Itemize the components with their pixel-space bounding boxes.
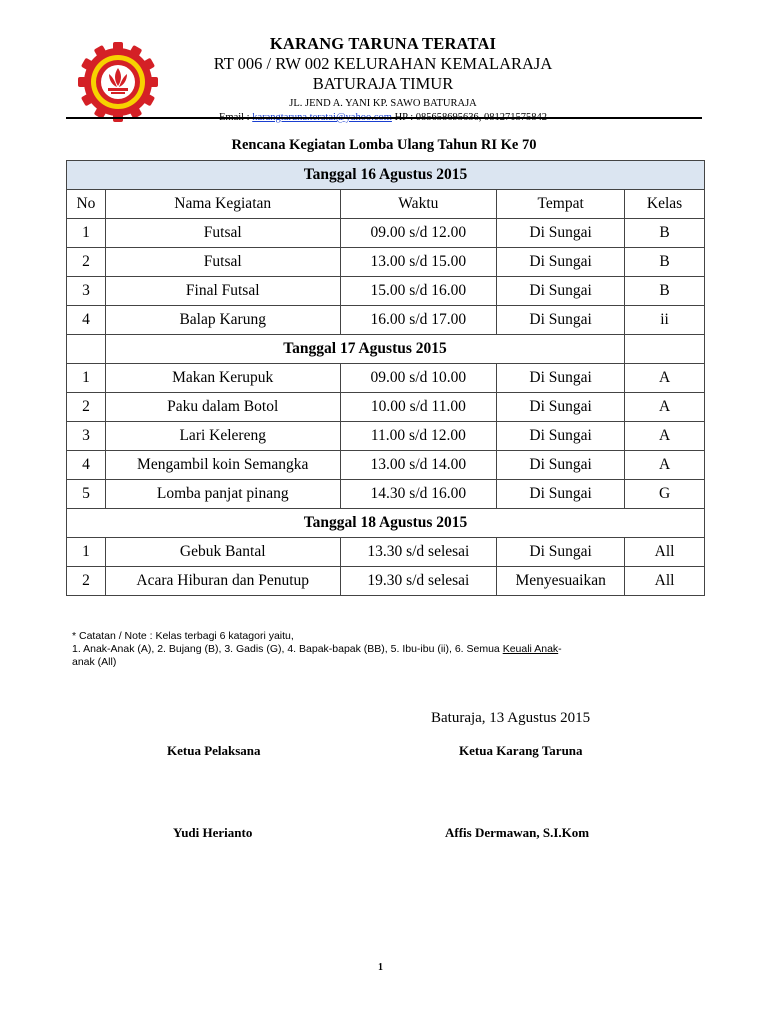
cell-no: 2 — [67, 567, 106, 596]
cell-activity: Mengambil koin Semangka — [105, 451, 340, 480]
document-title: Rencana Kegiatan Lomba Ulang Tahun RI Ke 70 — [231, 137, 537, 153]
cell-class: B — [625, 219, 705, 248]
note-line-2 — [72, 643, 692, 656]
note-underlined-text: Keuali Anak — [502, 643, 559, 655]
cell-activity: Acara Hiburan dan Penutup — [105, 567, 340, 596]
cell-class: B — [625, 248, 705, 277]
place-date: Baturaja, 13 Agustus 2015 — [431, 710, 591, 726]
schedule-table — [66, 160, 705, 596]
org-name: KARANG TARUNA TERATAI — [269, 34, 497, 53]
cell-no: 5 — [67, 480, 106, 509]
day-date: Tanggal 16 Agustus 2015 — [67, 161, 705, 190]
rt-rw-line: RT 006 / RW 002 KELURAHAN KEMALARAJA — [213, 54, 553, 73]
cell-activity: Makan Kerupuk — [105, 364, 340, 393]
cell-activity: Futsal — [105, 248, 340, 277]
cell-no: 2 — [67, 393, 106, 422]
left-signatory-role: Ketua Pelaksana — [167, 743, 261, 758]
right-signatory-role: Ketua Karang Taruna — [459, 743, 583, 758]
col-header-activity: Nama Kegiatan — [105, 190, 340, 219]
day-header-row — [67, 161, 705, 190]
table-row — [67, 451, 705, 480]
day-date: Tanggal 17 Agustus 2015 — [105, 335, 624, 364]
notes — [72, 630, 692, 669]
col-header-time: Waktu — [340, 190, 497, 219]
cell-activity: Lari Kelereng — [105, 422, 340, 451]
col-header-class: Kelas — [625, 190, 705, 219]
cell-time: 13.30 s/d selesai — [340, 538, 497, 567]
note-class-list: 1. Anak-Anak (A), 2. Bujang (B), 3. Gadis (G), 4. Bapak-bapak (BB), 5. Ibu-ibu (ii), 6. Semua — [72, 643, 503, 655]
cell-class: A — [625, 364, 705, 393]
cell-class: A — [625, 393, 705, 422]
table-row — [67, 567, 705, 596]
cell-no: 3 — [67, 277, 106, 306]
cell-activity: Lomba panjat pinang — [105, 480, 340, 509]
cell-place: Di Sungai — [497, 248, 625, 277]
cell-time: 13.00 s/d 15.00 — [340, 248, 497, 277]
cell-time: 11.00 s/d 12.00 — [340, 422, 497, 451]
left-signatory-name: Yudi Herianto — [173, 825, 253, 840]
cell-place: Di Sungai — [497, 393, 625, 422]
cell-time: 09.00 s/d 10.00 — [340, 364, 497, 393]
cell-no: 3 — [67, 422, 106, 451]
table-row — [67, 480, 705, 509]
cell-place: Di Sungai — [497, 451, 625, 480]
table-row — [67, 306, 705, 335]
cell-no: 1 — [67, 219, 106, 248]
cell-time: 16.00 s/d 17.00 — [340, 306, 497, 335]
cell-time: 19.30 s/d selesai — [340, 567, 497, 596]
table-row — [67, 538, 705, 567]
note-line-3: anak (All) — [72, 656, 117, 668]
cell-place: Di Sungai — [497, 277, 625, 306]
day-header-row — [67, 509, 705, 538]
day-date: Tanggal 18 Agustus 2015 — [67, 509, 705, 538]
cell-class: G — [625, 480, 705, 509]
cell-time: 15.00 s/d 16.00 — [340, 277, 497, 306]
table-row — [67, 219, 705, 248]
cell-time: 14.30 s/d 16.00 — [340, 480, 497, 509]
table-row — [67, 248, 705, 277]
cell-no: 4 — [67, 451, 106, 480]
cell-class: All — [625, 538, 705, 567]
district-line: BATURAJA TIMUR — [312, 74, 454, 93]
note-hyphen: - — [558, 643, 562, 655]
address-line: JL. JEND A. YANI KP. SAWO BATURAJA — [289, 98, 477, 109]
table-row — [67, 277, 705, 306]
empty-cell — [67, 335, 106, 364]
cell-activity: Gebuk Bantal — [105, 538, 340, 567]
cell-class: B — [625, 277, 705, 306]
table-row — [67, 422, 705, 451]
cell-activity: Balap Karung — [105, 306, 340, 335]
cell-activity: Futsal — [105, 219, 340, 248]
col-header-no: No — [67, 190, 106, 219]
cell-place: Di Sungai — [497, 219, 625, 248]
cell-place: Di Sungai — [497, 364, 625, 393]
cell-no: 2 — [67, 248, 106, 277]
cell-class: All — [625, 567, 705, 596]
cell-place: Menyesuaikan — [497, 567, 625, 596]
table-row — [67, 364, 705, 393]
cell-class: A — [625, 451, 705, 480]
cell-no: 4 — [67, 306, 106, 335]
karang-taruna-logo — [76, 40, 160, 124]
cell-place: Di Sungai — [497, 480, 625, 509]
cell-activity: Final Futsal — [105, 277, 340, 306]
cell-place: Di Sungai — [497, 306, 625, 335]
empty-cell — [625, 335, 705, 364]
day-header-row — [67, 335, 705, 364]
page-number: 1 — [378, 962, 383, 973]
cell-time: 13.00 s/d 14.00 — [340, 451, 497, 480]
right-signatory-name: Affis Dermawan, S.I.Kom — [445, 825, 590, 840]
cell-class: ii — [625, 306, 705, 335]
cell-time: 10.00 s/d 11.00 — [340, 393, 497, 422]
cell-no: 1 — [67, 538, 106, 567]
table-row — [67, 393, 705, 422]
cell-place: Di Sungai — [497, 422, 625, 451]
letterhead — [160, 34, 606, 125]
header-divider — [66, 117, 702, 119]
cell-place: Di Sungai — [497, 538, 625, 567]
cell-no: 1 — [67, 364, 106, 393]
col-header-place: Tempat — [497, 190, 625, 219]
note-line-1: * Catatan / Note : Kelas terbagi 6 katagori yaitu, — [72, 630, 294, 642]
cell-activity: Paku dalam Botol — [105, 393, 340, 422]
column-header-row — [67, 190, 705, 219]
cell-time: 09.00 s/d 12.00 — [340, 219, 497, 248]
cell-class: A — [625, 422, 705, 451]
